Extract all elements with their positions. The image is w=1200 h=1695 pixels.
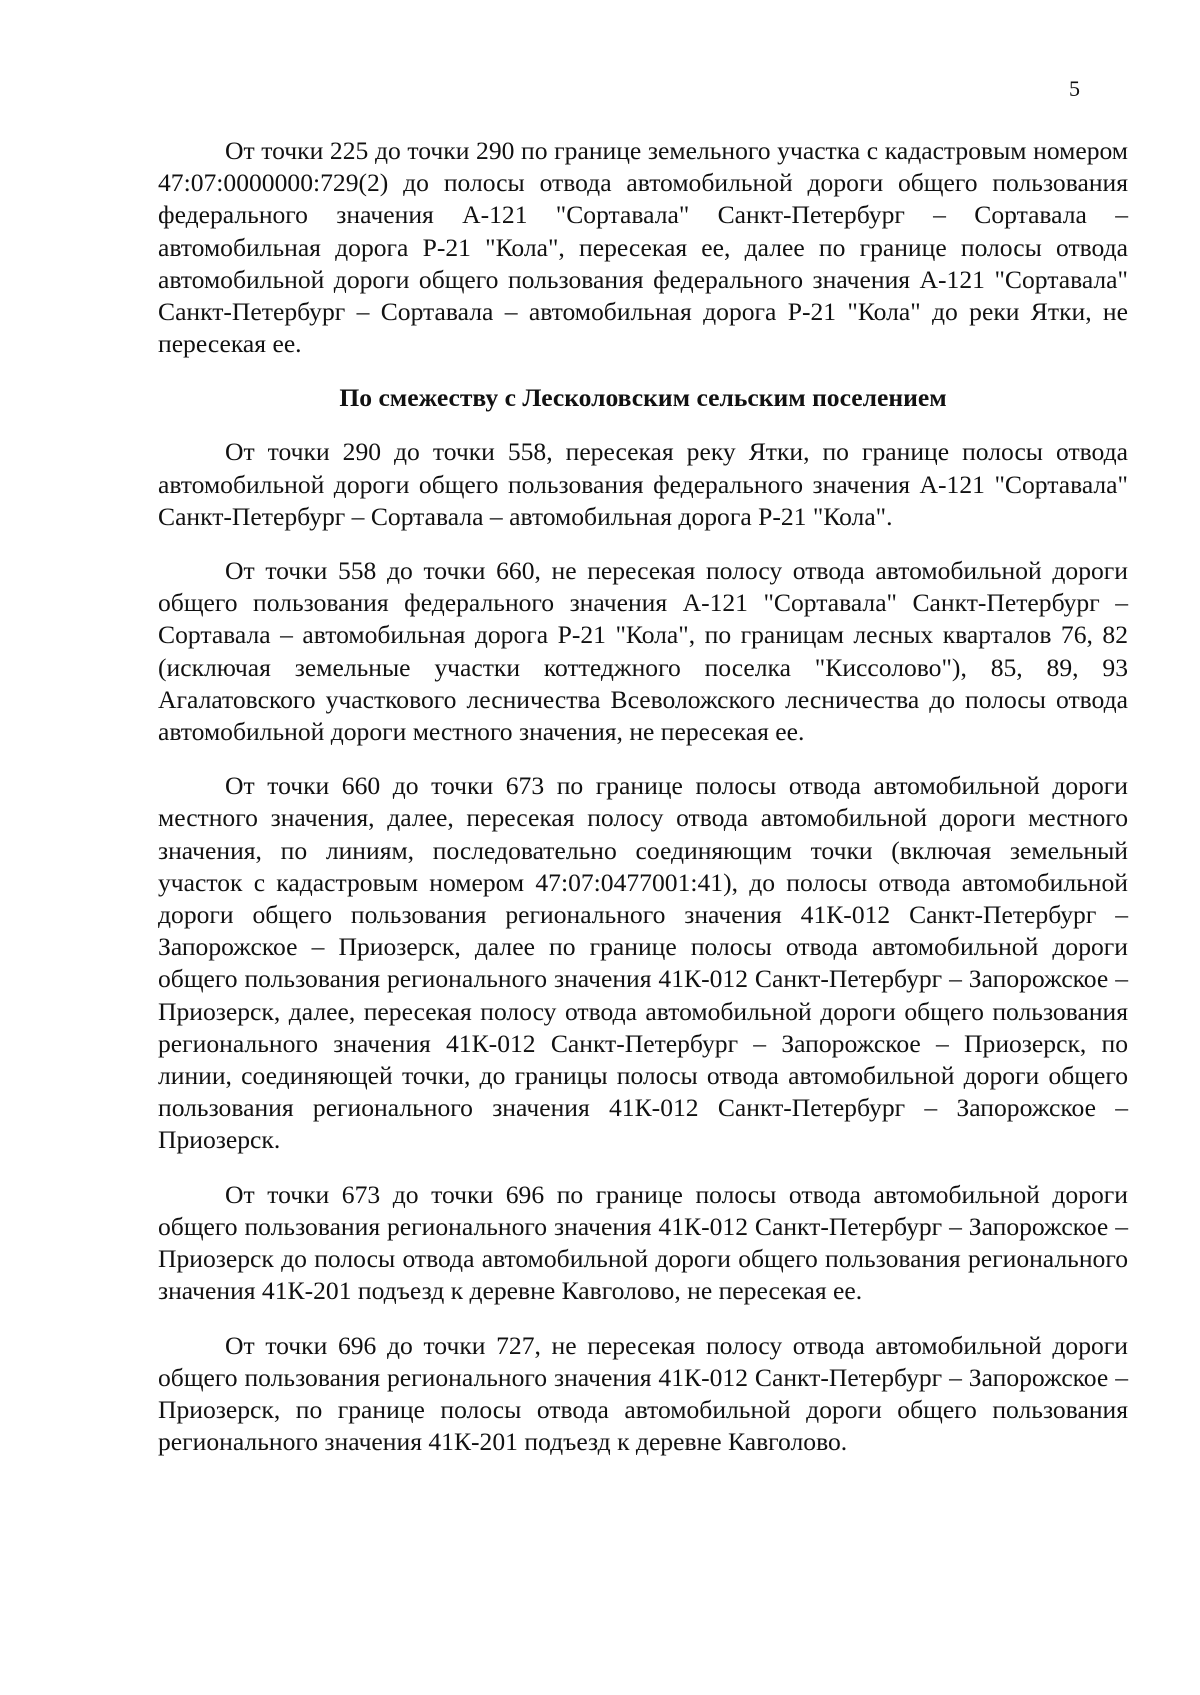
section-heading: По смежеству с Лесколовским сельским поселением — [339, 383, 947, 413]
paragraph-660-673: От точки 660 до точки 673 по границе полосы отвода автомобильной дороги местного значения, далее, пересекая полосу отвода автомобильной дороги местного значения, по линиям, последовательно соединяющим точки (включая земельный участок с кадастровым номером 47:07:0477001:41), до полосы отвода автомобильной дороги общего пользования регионального значения 41К-012 Санкт-Петербург – Запорожское – Приозерск, далее по границе полосы отвода автомобильной дороги общего пользования регионального значения 41К-012 Санкт-Петербург – Запорожское – Приозерск, далее, пересекая полосу отвода автомобильной дороги общего пользования регионального значения 41К-012 Санкт-Петербург – Запорожское – Приозерск, по линии, соединяющей точки, до границы полосы отвода автомобильной дороги общего пользования регионального значения 41К-012 Санкт-Петербург – Запорожское – Приозерск. — [158, 771, 1128, 1155]
document-body — [158, 135, 1128, 1458]
page-number: 5 — [1069, 76, 1080, 101]
paragraph-290-558: От точки 290 до точки 558, пересекая реку Ятки, по границе полосы отвода автомобильной дороги общего пользования федерального значения А-121 "Сортавала" Санкт-Петербург – Сортавала – автомобильная дорога Р-21 "Кола". — [158, 437, 1128, 531]
paragraph-673-696: От точки 673 до точки 696 по границе полосы отвода автомобильной дороги общего пользования регионального значения 41К-012 Санкт-Петербург – Запорожское – Приозерск до полосы отвода автомобильной дороги общего пользования регионального значения 41К-201 подъезд к деревне Кавголово, не пересекая ее. — [158, 1179, 1128, 1306]
paragraph-225-290: От точки 225 до точки 290 по границе земельного участка с кадастровым номером 47:07:0000000:729(2) до полосы отвода автомобильной дороги общего пользования федерального значения А-121 "Сортавала" Санкт-Петербург – Сортавала – автомобильная дорога Р-21 "Кола", пересекая ее, далее по границе полосы отвода автомобильной дороги общего пользования федерального значения А-121 "Сортавала" Санкт-Петербург – Сортавала – автомобильная дорога Р-21 "Кола" до реки Ятки, не пересекая ее. — [158, 136, 1128, 359]
paragraph-558-660: От точки 558 до точки 660, не пересекая полосу отвода автомобильной дороги общего пользования федерального значения А-121 "Сортавала" Санкт-Петербург – Сортавала – автомобильная дорога Р-21 "Кола", по границам лесных кварталов 76, 82 (исключая земельные участки коттеджного поселка "Киссолово"), 85, 89, 93 Агалатовского участкового лесничества Всеволожского лесничества до полосы отвода автомобильной дороги местного значения, не пересекая ее. — [158, 556, 1128, 747]
paragraph-696-727: От точки 696 до точки 727, не пересекая полосу отвода автомобильной дороги общего пользования регионального значения 41К-012 Санкт-Петербург – Запорожское – Приозерск, по границе полосы отвода автомобильной дороги общего пользования регионального значения 41К-201 подъезд к деревне Кавголово. — [158, 1330, 1128, 1457]
